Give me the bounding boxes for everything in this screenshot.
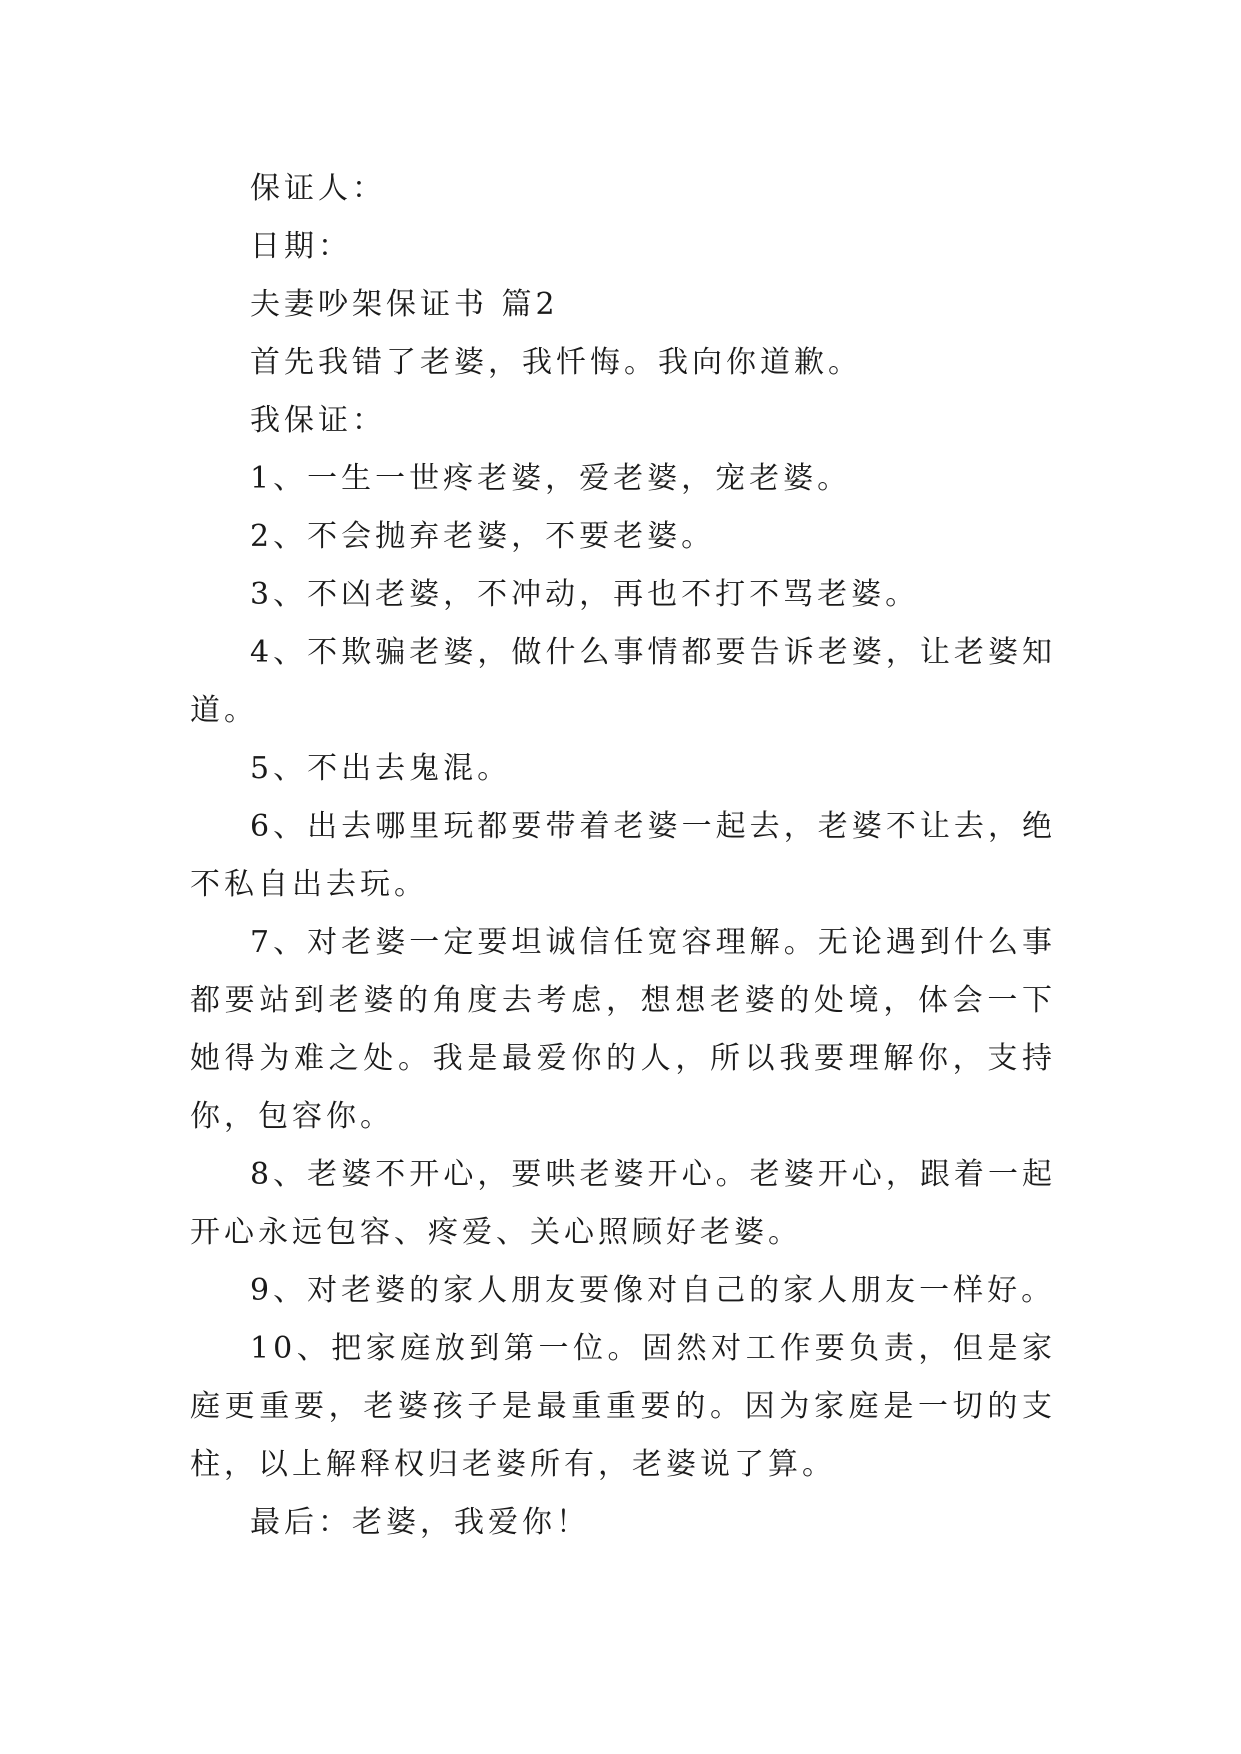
pledge-item-6: 6、出去哪里玩都要带着老婆一起去，老婆不让去，绝不私自出去玩。 [190, 809, 1056, 902]
section-title: 夫妻吵架保证书 篇2 [250, 287, 559, 322]
pledge-item-3: 3、不凶老婆，不冲动，再也不打不骂老婆。 [250, 577, 920, 612]
closing-line: 最后：老婆，我爱你！ [250, 1505, 590, 1540]
pledge-item-4: 4、不欺骗老婆，做什么事情都要告诉老婆，让老婆知道。 [190, 635, 1056, 728]
pledge-item-8: 8、老婆不开心，要哄老婆开心。老婆开心，跟着一起开心永远包容、疼爱、关心照顾好老婆。 [190, 1157, 1056, 1250]
pledge-item-1: 1、一生一世疼老婆，爱老婆，宠老婆。 [250, 461, 852, 496]
pledge-item-10: 10、把家庭放到第一位。固然对工作要负责，但是家庭更重要，老婆孩子是最重重要的。因为家庭是一切的支柱，以上解释权归老婆所有，老婆说了算。 [190, 1331, 1056, 1482]
date-line: 日期： [250, 229, 352, 264]
pledge-item-2: 2、不会抛弃老婆，不要老婆。 [250, 519, 716, 554]
pledge-heading: 我保证： [250, 403, 386, 438]
apology-paragraph: 首先我错了老婆，我忏悔。我向你道歉。 [250, 345, 862, 380]
pledge-item-9: 9、对老婆的家人朋友要像对自己的家人朋友一样好。 [250, 1273, 1056, 1308]
pledge-item-7: 7、对老婆一定要坦诚信任宽容理解。无论遇到什么事都要站到老婆的角度去考虑，想想老婆的处境，体会一下她得为难之处。我是最爱你的人，所以我要理解你，支持你，包容你。 [190, 925, 1056, 1134]
guarantor-line: 保证人： [250, 171, 386, 206]
pledge-item-5: 5、不出去鬼混。 [250, 751, 512, 786]
document-body [190, 160, 1056, 1552]
